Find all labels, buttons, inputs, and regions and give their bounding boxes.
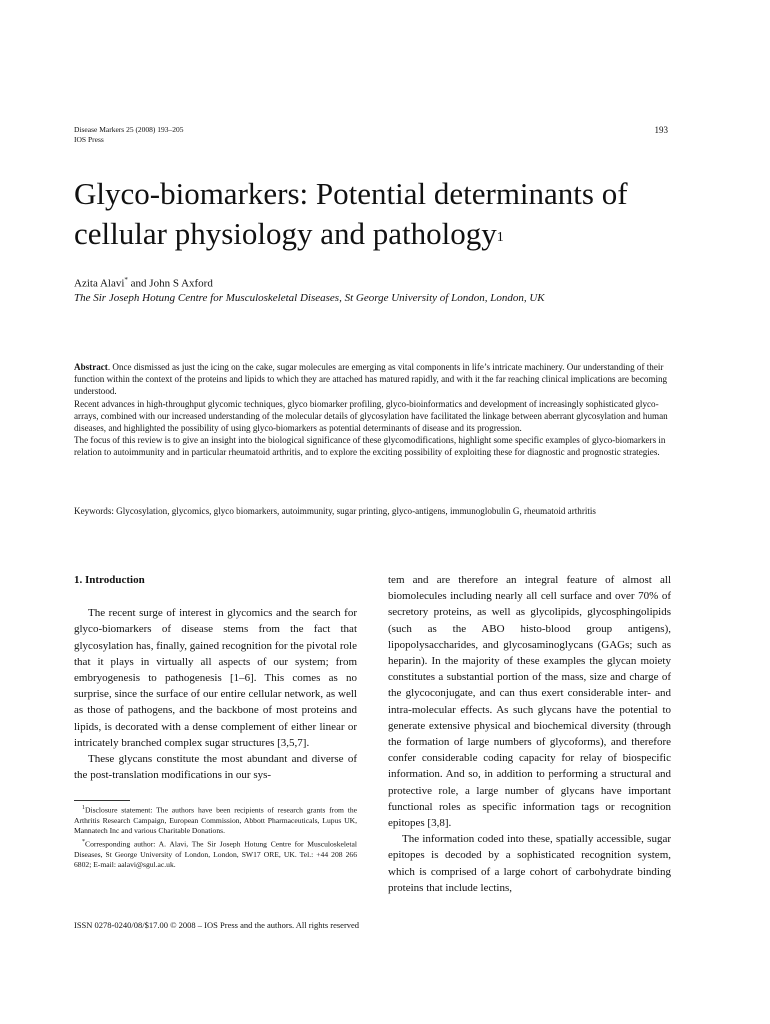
footnote-1	[74, 803, 357, 837]
title-line-2-text: cellular physiology and pathology	[74, 216, 497, 251]
footnote-1-marker: 1	[82, 805, 85, 811]
right-column	[388, 572, 671, 896]
author-1: Azita Alavi	[74, 277, 125, 290]
section-heading: 1. Introduction	[74, 574, 145, 586]
footnote-1-text: Disclosure statement: The authors have been recipients of research grants from the Arthritis Research Campaign, European Commission, Abbott Pharmaceuticals, Lupus UK, Mannatech Inc and various Charitable Donations.	[74, 805, 357, 836]
title-footnote-marker: 1	[496, 230, 504, 245]
right-paragraph-1: tem and are therefore an integral feature of almost all biomolecules including nearly all cell surface and over 70% of secretory proteins, as well as glycolipids, glycosphingolipids (such as the ABO histo-blood group antigens), lipopolysaccharides, and glycosaminoglycans (GAGs; such as heparin). In the majority of these examples the glycan moiety constitutes a substantial portion of the mass, size and charge of the glycoconjugate, and can thus exert considerable inter- and intra-molecular effects. As such glycans have the potential to generate extensive physical and biochemical diversity (through the formation of large numbers of glycoforms), and therefore confer considerable coding capacity for relay of biospecific information. And so, in addition to performing a structural and protective role, a large number of glycans have important functional roles as specific information tags or recognition epitopes [3,8].	[388, 574, 671, 830]
right-paragraph-2: The information coded into these, spatially accessible, sugar epitopes is decoded by a sophisticated recognition system, which is comprised of a large cohort of carbohydrate binding proteins that include lectins,	[388, 833, 671, 894]
intro-paragraph-1: The recent surge of interest in glycomics and the search for glyco-biomarkers of disease stems from the fact that glycosylation has, finally, gained recognition for the pivotal role that it plays in virtually all aspects of our system; from embryogenesis to pathogenesis [1–6]. This comes as no surprise, since the surface of our entire cellular network, as well as those of pathogens, and the backbone of most proteins and lipids, is decorated with a dense complement of either linear or intricately branched complex sugar structures [3,5,7].	[74, 607, 357, 749]
footnote-2-text: Corresponding author: A. Alavi, The Sir Joseph Hotung Centre for Musculoskeletal Diseases, St George University of London, London, SW17 ORE, UK. Tel.: +44 208 266 6802; E-mail: aalavi@sgul.ac.uk.	[74, 839, 357, 870]
abstract-paragraph-2: Recent advances in high-throughput glycomic techniques, glyco biomarker profiling, glyco-bioinformatics and development of increasingly sophisticated glyco-arrays, combined with our increased understanding of the molecular details of glycosylation have facilitated the linkage between aberrant glycosylation and human diseases, and highlighted the possibility of using glyco-biomarkers as potential determinants of disease and its progression.	[74, 398, 668, 434]
publisher: IOS Press	[74, 135, 104, 144]
abstract	[74, 361, 672, 459]
footnote-2	[74, 837, 357, 871]
abstract-label: Abstract	[74, 362, 108, 372]
abstract-p1-text: . Once dismissed as just the icing on the cake, sugar molecules are emerging as vital components in life’s intricate machinery. Our understanding of their function within the context of the proteins and lipids to which they are attached has matured rapidly, and with it the far reaching clinical implications are becoming understood.	[74, 362, 668, 397]
abstract-paragraph-1	[74, 361, 672, 398]
article-title	[74, 174, 714, 254]
issn-line: ISSN 0278-0240/08/$17.00 © 2008 – IOS Press and the authors. All rights reserved	[74, 920, 360, 930]
left-column	[74, 572, 357, 783]
page-number: 193	[654, 125, 668, 135]
journal-header	[74, 125, 184, 145]
keywords: Keywords: Glycosylation, glycomics, glyco biomarkers, autoimmunity, sugar printing, glyco-antigens, immunoglobulin G, rheumatoid arthritis	[74, 506, 596, 516]
intro-paragraph-2: These glycans constitute the most abundant and diverse of the post-translation modifications in our sys-	[74, 753, 357, 782]
author-2: and John S Axford	[127, 277, 213, 290]
corresponding-marker: *	[124, 276, 128, 284]
footnotes	[74, 803, 357, 871]
title-line-1: Glyco-biomarkers: Potential determinants of	[74, 176, 628, 211]
footnote-rule	[74, 800, 130, 801]
author-list	[74, 276, 213, 290]
title-line-2	[74, 214, 714, 254]
footnote-2-marker: *	[82, 838, 85, 845]
affiliation: The Sir Joseph Hotung Centre for Musculoskeletal Diseases, St George University of London, London, UK	[74, 292, 545, 304]
journal-citation: Disease Markers 25 (2008) 193–205	[74, 125, 184, 134]
abstract-paragraph-3: The focus of this review is to give an insight into the biological significance of these glycomodifications, highlight some specific examples of glyco-biomarkers in relation to autoimmunity and in particular rheumatoid arthritis, and to explore the exciting possibility of exploiting these for diagnostic and prognostic strategies.	[74, 435, 666, 458]
